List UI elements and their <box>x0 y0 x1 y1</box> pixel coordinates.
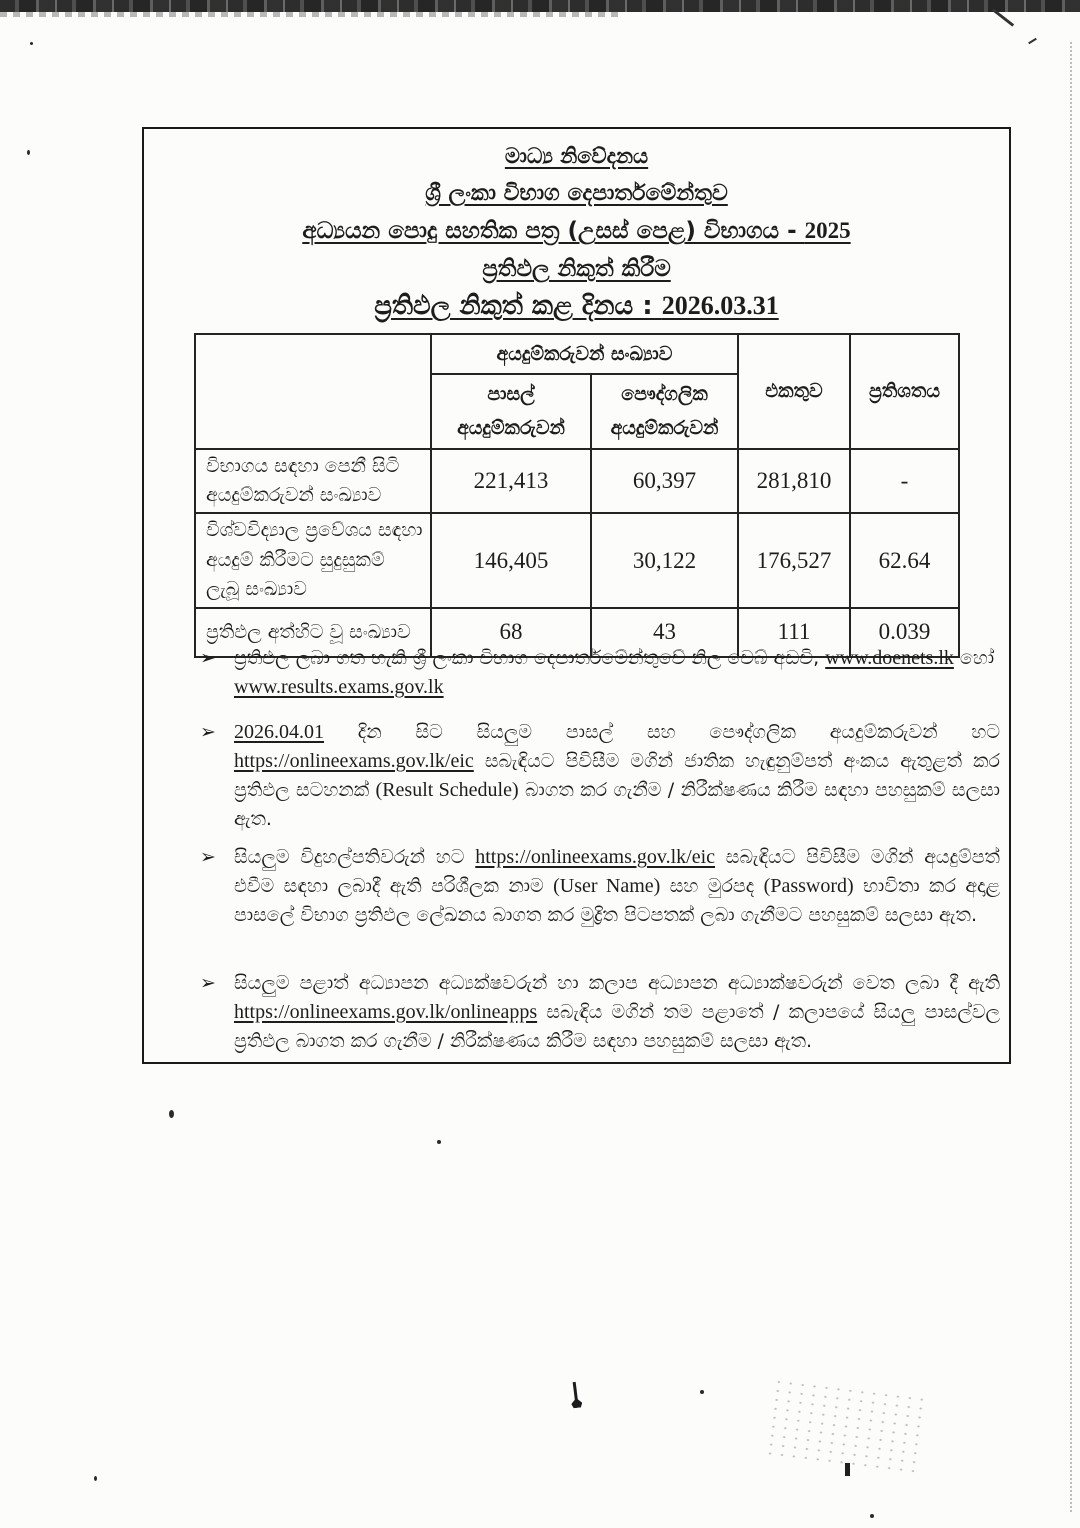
doenets-url: www.doenets.lk <box>825 647 954 669</box>
scan-speck <box>437 1140 441 1144</box>
row-label-withheld: ප්‍රතිඵල අත්හිට වූ සංඛ්‍යාව <box>195 608 431 657</box>
arrow-bullet-icon: ➢ <box>200 721 216 743</box>
scan-artifact-right-edge <box>1070 42 1072 1512</box>
onlineexams-onlineapps-url: https://onlineexams.gov.lk/onlineapps <box>234 1001 538 1023</box>
exam-title-text: අධ්‍යයන පොදු සහතික පත්‍ර (උසස් පෙළ) විභාගය - <box>302 218 805 244</box>
bullet-candidate-results-access <box>200 718 1000 838</box>
bullet-text-segment: සහ මුරපද <box>660 875 764 897</box>
qualified-school-count: 146,405 <box>431 513 591 607</box>
scan-artifact-ink-blot <box>573 1382 579 1404</box>
bullet-official-websites <box>200 644 1000 710</box>
scan-artifact-mark <box>845 1463 850 1476</box>
withheld-school-count: 68 <box>431 608 591 657</box>
scan-artifact-noise-patch <box>764 1377 928 1475</box>
document-border-box <box>142 127 1011 1064</box>
appeared-school-count: 221,413 <box>431 449 591 514</box>
effective-date: 2026.04.01 <box>234 721 324 743</box>
scan-speck <box>870 1514 874 1518</box>
release-date-label: ප්‍රතිඵල නිකුත් කළ දිනය : <box>374 291 662 321</box>
results-exams-url: www.results.exams.gov.lk <box>234 676 444 698</box>
bullet-principals-access <box>200 843 1000 965</box>
withheld-percentage: 0.039 <box>850 608 959 657</box>
bullet-text-segment: සබැඳිය මගින් තම පළාතේ / කලාපයේ සියලු පාසල්වල ප්‍රතිඵල බාගත කර ගැනීම / නිරීක්ෂණය කිරීම සඳහා පහසුකම් සලසා ඇත. <box>234 1001 1000 1052</box>
appeared-private-count: 60,397 <box>591 449 738 514</box>
scan-speck <box>94 1476 97 1481</box>
bullet-text-segment: දින සිට සියලුම පාසල් සහ පෞද්ගලික අයදුම්කරුවන් හට <box>324 721 1000 743</box>
scan-speck <box>169 1110 174 1118</box>
bullet-text-segment: සියලුම විදුහල්පතිවරුන් හට <box>234 846 476 868</box>
bullet-candidate-results-text <box>234 718 1000 838</box>
bullet-education-directors-access <box>200 969 1000 1067</box>
result-schedule-label: (Result Schedule) <box>375 779 519 801</box>
title-release-date <box>144 291 1009 322</box>
scan-artifact-top-band-2 <box>0 12 620 17</box>
table-row-qualified <box>195 513 959 607</box>
bullet-text-segment: භාවිතා කර අදාළ පාසලේ විභාග ප්‍රතිඵල ලේඛනය බාගත කර මුද්‍රිත පිටපතක් ලබා ගැනීමට පහසුකම් සලසා ඇත. <box>234 875 1000 926</box>
appeared-percentage: - <box>850 449 959 514</box>
bullet-text-segment: ප්‍රතිඵල ලබා ගත හැකි ශ්‍රී ලංකා විභාග දෙපාර්තමේන්තුවේ නිල වෙබ් අඩවි, <box>234 647 826 669</box>
bullet-official-websites-text <box>234 644 1000 710</box>
scan-speck <box>27 150 30 155</box>
release-date-value: 2026.03.31 <box>661 291 779 320</box>
private-applicants-header: පෞද්ගලික අයදුම්කරුවන් <box>591 374 738 448</box>
bullet-text-segment: හෝ <box>953 647 995 669</box>
bullet-text-segment: සබැඳියට පිවිසීම මගින් අයදුම්පත් එවීම සඳහා ලබාදී ඇති පරිශීලක නාම <box>234 846 1000 897</box>
row-label-qualified: විශ්වවිද්‍යාල ප්‍රවේශය සඳහා අයදුම් කිරීමට සුදුසුකම් ලැබූ සංඛ්‍යාව <box>195 513 431 607</box>
scan-speck <box>30 42 33 45</box>
appeared-total-count: 281,810 <box>738 449 850 514</box>
onlineexams-eic-url: https://onlineexams.gov.lk/eic <box>475 846 716 868</box>
results-statistics-table <box>194 333 960 658</box>
scan-artifact-stroke <box>1028 38 1037 44</box>
withheld-total-count: 111 <box>738 608 850 657</box>
arrow-bullet-icon: ➢ <box>200 647 216 669</box>
bullet-directors-text <box>234 969 1000 1067</box>
table-header-row-1 <box>195 334 959 374</box>
title-department: ශ්‍රී ලංකා විභාග දෙපාර්තමේන්තුව <box>425 181 728 206</box>
qualified-private-count: 30,122 <box>591 513 738 607</box>
qualified-percentage: 62.64 <box>850 513 959 607</box>
bullet-text-segment: බාගත කර ගැනීම / නිරීක්ෂණය කිරීම සඳහා පහසුකම් සලසා ඇත. <box>234 779 1000 830</box>
onlineexams-eic-url: https://onlineexams.gov.lk/eic <box>234 750 474 772</box>
applicants-count-header: අයදුම්කරුවන් සංඛ්‍යාව <box>431 334 738 374</box>
title-results-release: ප්‍රතිඵල නිකුත් කිරීම <box>482 256 671 282</box>
bullet-principals-text <box>234 843 1000 965</box>
arrow-bullet-icon: ➢ <box>200 972 216 994</box>
empty-corner-cell <box>195 334 431 449</box>
password-label: (Password) <box>763 875 854 897</box>
exam-year: 2025 <box>804 218 851 243</box>
qualified-total-count: 176,527 <box>738 513 850 607</box>
table-row-appeared <box>195 449 959 514</box>
scan-speck <box>700 1390 704 1394</box>
bullet-text-segment: සියලුම පළාත් අධ්‍යාපන අධ්‍යක්ෂවරුන් හා කලාප අධ්‍යාපන අධ්‍යාක්ෂවරුන් වෙත ලබා දී ඇති <box>234 972 1000 994</box>
withheld-private-count: 43 <box>591 608 738 657</box>
user-name-label: (User Name) <box>553 875 661 897</box>
row-label-appeared: විභාගය සඳහා පෙනී සිටි අයදුම්කරුවන් සංඛ්‍යාව <box>195 449 431 514</box>
scan-artifact-top-band <box>0 0 1080 12</box>
bullet-text-segment: සබැඳියට පිවිසීම මගින් ජාතික හැඳුනුම්පත් අංකය ඇතුළත් කර ප්‍රතිඵල සටහනක් <box>234 750 1000 801</box>
title-media-release: මාධ්‍ය නිවේදනය <box>504 144 649 168</box>
arrow-bullet-icon: ➢ <box>200 846 216 868</box>
percentage-header: ප්‍රතිශතය <box>850 334 959 449</box>
title-exam-name <box>144 218 1009 244</box>
school-applicants-header: පාසල් අයදුම්කරුවන් <box>431 374 591 448</box>
total-header: එකතුව <box>738 334 850 449</box>
